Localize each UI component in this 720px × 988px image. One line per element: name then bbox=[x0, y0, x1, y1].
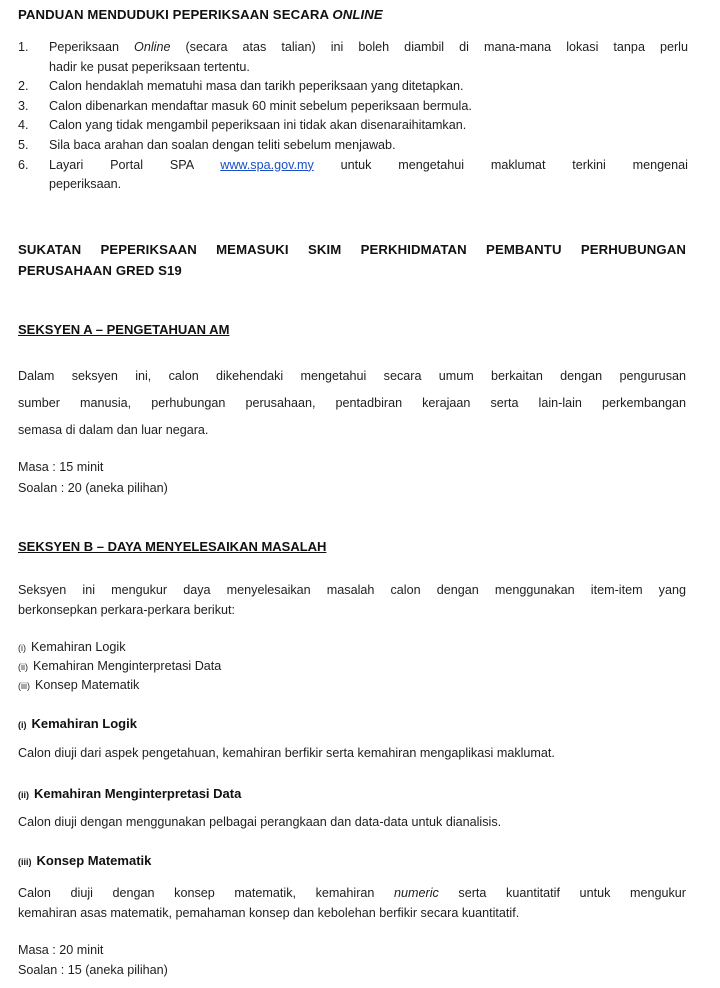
subsection-logic-heading: (i) Kemahiran Logik bbox=[18, 716, 137, 731]
guide-list bbox=[18, 38, 688, 195]
list-item: 4. Calon yang tidak mengambil peperiksaan ini tidak akan disenaraihitamkan. bbox=[18, 118, 467, 133]
list-item: (ii) Kemahiran Menginterpretasi Data bbox=[18, 659, 222, 673]
spa-portal-link[interactable]: www.spa.gov.my bbox=[220, 157, 314, 172]
list-item: 2. Calon hendaklah mematuhi masa dan tarikh peperiksaan yang ditetapkan. bbox=[18, 79, 464, 94]
subsection-math-heading: (iii) Konsep Matematik bbox=[18, 853, 152, 868]
list-item: 6. Layari Portal SPA www.spa.gov.my untuk mengetahui maklumat terkini mengenai peperiksaan. bbox=[18, 157, 688, 192]
section-b-intro: Seksyen ini mengukur daya menyelesaikan masalah calon dengan menggunakan item-item yang berkonsepkan perkara-perkara berikut: bbox=[18, 583, 686, 617]
section-a-time: Masa : 15 minit bbox=[18, 460, 104, 474]
list-item: 3. Calon dibenarkan mendaftar masuk 60 minit sebelum peperiksaan bermula. bbox=[18, 98, 472, 113]
subsection-data-heading: (ii) Kemahiran Menginterpretasi Data bbox=[18, 786, 242, 801]
section-b-time: Masa : 20 minit bbox=[18, 943, 104, 957]
subsection-math-text: Calon diuji dengan konsep matematik, kemahiran numeric serta kuantitatif untuk mengukur kemahiran asas matematik, pemahaman konsep dan kebolehan berfikir secara kuantitatif. bbox=[18, 886, 686, 920]
list-item: 1. Peperiksaan Online (secara atas talian) ini boleh diambil di mana-mana lokasi tanpa perlu hadir ke pusat peperiksaan tertentu. bbox=[18, 40, 688, 74]
section-a-questions: Soalan : 20 (aneka pilihan) bbox=[18, 481, 168, 495]
subsection-logic-text: Calon diuji dari aspek pengetahuan, kemahiran berfikir serta kemahiran mengaplikasi maklumat. bbox=[18, 746, 555, 760]
section-b-questions: Soalan : 15 (aneka pilihan) bbox=[18, 963, 168, 977]
list-item: (iii) Konsep Matematik bbox=[18, 678, 140, 692]
section-a-paragraph: Dalam seksyen ini, calon dikehendaki mengetahui secara umum berkaitan dengan pengurusan sumber manusia, perhubungan perusahaan, pentadbiran kerajaan serta lain-lain perkembangan semasa di dalam dan luar negara. bbox=[18, 369, 686, 437]
syllabus-title: SUKATAN PEPERIKSAAN MEMASUKI SKIM PERKHIDMATAN PEMBANTU PERHUBUNGAN PERUSAHAAN GRED S19 bbox=[18, 242, 686, 278]
list-item: 5. Sila baca arahan dan soalan dengan teliti sebelum menjawab. bbox=[18, 137, 396, 152]
list-item: (i) Kemahiran Logik bbox=[18, 640, 126, 654]
guide-title: PANDUAN MENDUDUKI PEPERIKSAAN SECARA ONLINE bbox=[18, 7, 383, 22]
section-a-heading: SEKSYEN A – PENGETAHUAN AM bbox=[18, 322, 230, 337]
section-b-heading: SEKSYEN B – DAYA MENYELESAIKAN MASALAH bbox=[18, 539, 327, 554]
subsection-data-text: Calon diuji dengan menggunakan pelbagai perangkaan dan data-data untuk dianalisis. bbox=[18, 815, 502, 829]
